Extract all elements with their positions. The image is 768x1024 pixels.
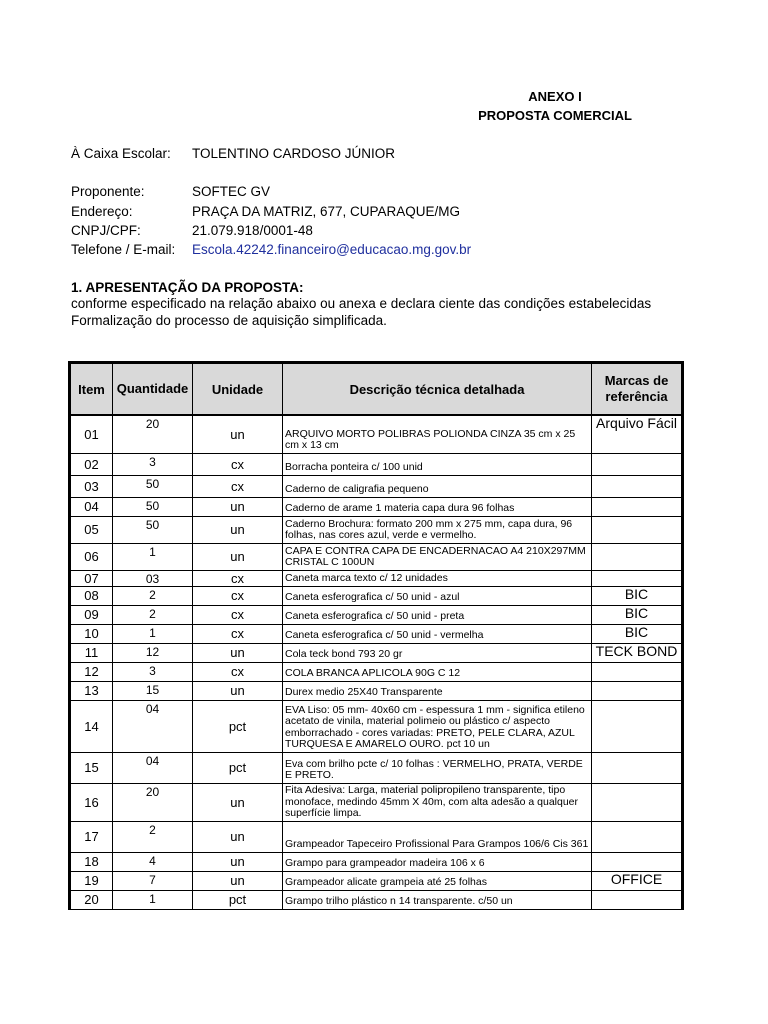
item-cell: 09: [70, 605, 113, 624]
annex-title: ANEXO I: [528, 89, 582, 104]
quantity-cell: 3: [113, 453, 193, 475]
brand-cell: [592, 570, 683, 586]
table-row: [70, 681, 683, 700]
quantity-cell: 2: [113, 605, 193, 624]
quantity-cell: 1: [113, 890, 193, 909]
unit-cell: pct: [193, 890, 283, 909]
section-line-1: conforme especificado na relação abaixo ou anexa e declara ciente das condições estabelecidas: [71, 296, 652, 311]
table-row: [70, 475, 683, 497]
endereco-value: PRAÇA DA MATRIZ, 677, CUPARAQUE/MG: [192, 204, 461, 219]
description-cell: Borracha ponteira c/ 100 unid: [283, 453, 592, 475]
unit-cell: un: [193, 783, 283, 821]
table-row: [70, 516, 683, 543]
item-cell: 16: [70, 783, 113, 821]
table-row: [70, 752, 683, 783]
table-header-row: [70, 363, 683, 416]
unit-cell: cx: [193, 475, 283, 497]
unit-cell: cx: [193, 453, 283, 475]
item-cell: 20: [70, 890, 113, 909]
quantity-cell: 2: [113, 586, 193, 605]
endereco-label: Endereço:: [71, 204, 133, 219]
table-row: [70, 570, 683, 586]
caixa-label: À Caixa Escolar:: [71, 146, 171, 161]
table-row: [70, 662, 683, 681]
quantity-cell: 1: [113, 624, 193, 643]
brand-cell: [592, 890, 683, 909]
description-cell: Caderno de caligrafia pequeno: [283, 475, 592, 497]
table-row: [70, 453, 683, 475]
table-row: [70, 783, 683, 821]
item-cell: 08: [70, 586, 113, 605]
brand-cell: TECK BOND: [592, 643, 683, 662]
unit-cell: pct: [193, 700, 283, 752]
unit-cell: cx: [193, 570, 283, 586]
unit-cell: un: [193, 852, 283, 871]
brand-cell: Arquivo Fácil: [592, 415, 683, 453]
brand-cell: OFFICE: [592, 871, 683, 890]
quantity-cell: 20: [113, 415, 193, 453]
header-quantity: Quantidade: [113, 363, 193, 416]
item-cell: 15: [70, 752, 113, 783]
unit-cell: un: [193, 497, 283, 516]
brand-cell: [592, 752, 683, 783]
table-row: [70, 871, 683, 890]
item-cell: 11: [70, 643, 113, 662]
brand-cell: [592, 453, 683, 475]
header-unit: Unidade: [193, 363, 283, 416]
page-title: PROPOSTA COMERCIAL: [478, 108, 632, 123]
unit-cell: un: [193, 871, 283, 890]
item-cell: 10: [70, 624, 113, 643]
telefone-email-label: Telefone / E-mail:: [71, 242, 176, 257]
description-cell: Grampo trilho plástico n 14 transparente. c/50 un: [283, 890, 592, 909]
caixa-value: TOLENTINO CARDOSO JÚNIOR: [192, 146, 396, 161]
brand-cell: [592, 681, 683, 700]
proponente-value: SOFTEC GV: [192, 184, 271, 199]
brand-cell: [592, 783, 683, 821]
brand-cell: BIC: [592, 586, 683, 605]
item-cell: 01: [70, 415, 113, 453]
quantity-cell: 2: [113, 821, 193, 852]
description-cell: Caneta esferografica c/ 50 unid - azul: [283, 586, 592, 605]
brand-cell: [592, 821, 683, 852]
item-cell: 02: [70, 453, 113, 475]
quantity-cell: 4: [113, 852, 193, 871]
unit-cell: un: [193, 543, 283, 570]
email-link[interactable]: Escola.42242.financeiro@educacao.mg.gov.br: [192, 242, 472, 257]
quantity-cell: 3: [113, 662, 193, 681]
brand-cell: [592, 662, 683, 681]
unit-cell: un: [193, 821, 283, 852]
item-cell: 14: [70, 700, 113, 752]
item-cell: 19: [70, 871, 113, 890]
item-cell: 03: [70, 475, 113, 497]
description-cell: Cola teck bond 793 20 gr: [283, 643, 592, 662]
table-row: [70, 605, 683, 624]
quantity-cell: 50: [113, 516, 193, 543]
item-cell: 12: [70, 662, 113, 681]
quantity-cell: 50: [113, 497, 193, 516]
description-cell: Caderno de arame 1 materia capa dura 96 folhas: [283, 497, 592, 516]
items-table: [68, 361, 684, 910]
description-cell: Grampeador alicate grampeia até 25 folhas: [283, 871, 592, 890]
brand-cell: [592, 475, 683, 497]
header-item: Item: [70, 363, 113, 416]
unit-cell: cx: [193, 624, 283, 643]
brand-cell: BIC: [592, 624, 683, 643]
item-cell: 06: [70, 543, 113, 570]
description-cell: Eva com brilho pcte c/ 10 folhas : VERMELHO, PRATA, VERDE E PRETO.: [283, 752, 592, 783]
unit-cell: cx: [193, 586, 283, 605]
brand-cell: [592, 497, 683, 516]
header-brand: Marcas de referência: [592, 363, 683, 416]
quantity-cell: 15: [113, 681, 193, 700]
section-line-2: Formalização do processo de aquisição simplificada.: [71, 313, 387, 328]
unit-cell: un: [193, 415, 283, 453]
quantity-cell: 12: [113, 643, 193, 662]
quantity-cell: 50: [113, 475, 193, 497]
table-row: [70, 415, 683, 453]
table-row: [70, 700, 683, 752]
table-row: [70, 543, 683, 570]
description-cell: Caneta marca texto c/ 12 unidades: [283, 570, 592, 586]
cnpj-value: 21.079.918/0001-48: [192, 223, 313, 238]
table-row: [70, 852, 683, 871]
item-cell: 04: [70, 497, 113, 516]
description-cell: COLA BRANCA APLICOLA 90G C 12: [283, 662, 592, 681]
proponente-label: Proponente:: [71, 184, 145, 199]
brand-cell: [592, 700, 683, 752]
unit-cell: pct: [193, 752, 283, 783]
table-row: [70, 586, 683, 605]
table-row: [70, 624, 683, 643]
table-row: [70, 821, 683, 852]
table-row: [70, 890, 683, 909]
quantity-cell: 04: [113, 752, 193, 783]
item-cell: 07: [70, 570, 113, 586]
quantity-cell: 20: [113, 783, 193, 821]
description-cell: Grampeador Tapeceiro Profissional Para Grampos 106/6 Cis 361: [283, 821, 592, 852]
brand-cell: [592, 516, 683, 543]
description-cell: EVA Liso: 05 mm- 40x60 cm - espessura 1 mm - significa etileno acetato de vinila, material polimeio ou plástico c/ aspecto emborrachado - cores variadas: PRETO, PELE CLARA, AZUL TURQUESA E AMARELO OURO. pct 10 un: [283, 700, 592, 752]
section-heading-text: 1. APRESENTAÇÃO DA PROPOSTA:: [71, 280, 304, 295]
quantity-cell: 04: [113, 700, 193, 752]
table-row: [70, 497, 683, 516]
description-cell: Caneta esferografica c/ 50 unid - preta: [283, 605, 592, 624]
item-cell: 05: [70, 516, 113, 543]
item-cell: 18: [70, 852, 113, 871]
description-cell: ARQUIVO MORTO POLIBRAS POLIONDA CINZA 35 cm x 25 cm x 13 cm: [283, 415, 592, 453]
unit-cell: cx: [193, 662, 283, 681]
brand-cell: [592, 852, 683, 871]
brand-cell: BIC: [592, 605, 683, 624]
header-description: Descrição técnica detalhada: [283, 363, 592, 416]
cnpj-label: CNPJ/CPF:: [71, 223, 141, 238]
unit-cell: un: [193, 643, 283, 662]
table-row: [70, 643, 683, 662]
unit-cell: un: [193, 681, 283, 700]
description-cell: Caderno Brochura: formato 200 mm x 275 mm, capa dura, 96 folhas, nas cores azul, verde e vermelho.: [283, 516, 592, 543]
description-cell: Grampo para grampeador madeira 106 x 6: [283, 852, 592, 871]
quantity-cell: 03: [113, 570, 193, 586]
unit-cell: un: [193, 516, 283, 543]
description-cell: CAPA E CONTRA CAPA DE ENCADERNACAO A4 210X297MM CRISTAL C 100UN: [283, 543, 592, 570]
description-cell: Durex medio 25X40 Transparente: [283, 681, 592, 700]
item-cell: 13: [70, 681, 113, 700]
description-cell: Caneta esferografica c/ 50 unid - vermelha: [283, 624, 592, 643]
quantity-cell: 1: [113, 543, 193, 570]
unit-cell: cx: [193, 605, 283, 624]
item-cell: 17: [70, 821, 113, 852]
section-heading: [71, 280, 304, 295]
quantity-cell: 7: [113, 871, 193, 890]
description-cell: Fita Adesiva: Larga, material polipropileno transparente, tipo monoface, medindo 45mm X 40m, com alta adesão a qualquer superfície limpa.: [283, 783, 592, 821]
brand-cell: [592, 543, 683, 570]
